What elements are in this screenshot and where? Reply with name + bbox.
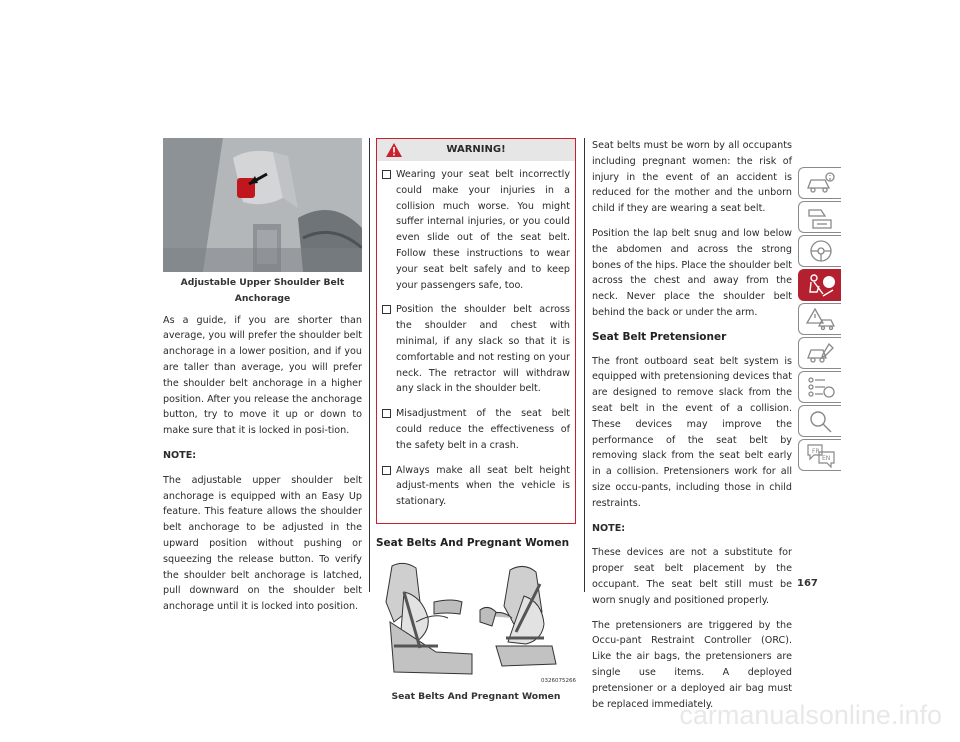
- warning-item-text: Position the shoulder belt across the shoulder and chest with minimal, if any slack so that it is comfortable and not resting on your neck. The retractor will withdraw any slack in the shoulder belt.: [396, 304, 570, 395]
- car-dashboard-icon: [805, 204, 837, 230]
- section-title: Seat Belt Pretensioner: [592, 330, 727, 343]
- pregnant-women-illustration: [376, 562, 576, 686]
- body-paragraph: The pretensioners are triggered by the Occu-pant Restraint Controller (ORC). Like the air bags, the pretensioners are single use items. A deployed pretensioner or a deployed air bag must be replaced immediately.: [592, 619, 792, 710]
- note-text: These devices are not a substitute for proper seat belt placement by the occupant. The seat belt still must be worn snugly and positioned properly.: [592, 547, 792, 606]
- body-paragraph: Position the lap belt snug and low below the abdomen and across the strong bones of the hips. Place the shoulder belt across the chest and away from the neck. Never place the shoulder belt behind the back or under the arm.: [592, 227, 792, 318]
- middle-column: [376, 138, 576, 711]
- warning-item: [382, 463, 570, 510]
- page-number: 167: [797, 578, 818, 589]
- specifications-list-icon: [805, 374, 837, 400]
- body-paragraph: The front outboard seat belt system is equipped with pretensioning devices that are designed to remove slack from the seat belt in the event of a collision. These devices may improve the performance of the seat belt by removing slack from the seat belt early in a collision. Pretensioners work for all size occu-pants, including those in child restraints.: [592, 355, 792, 509]
- warning-header: [377, 139, 575, 161]
- checkbox-bullet-icon: [382, 170, 391, 179]
- tab-car-dashboard[interactable]: [798, 201, 841, 233]
- warning-triangle-car-icon: [805, 306, 837, 332]
- note-label: NOTE:: [163, 449, 197, 461]
- warning-item: [382, 167, 570, 293]
- left-column: [163, 138, 362, 624]
- airbag-safety-icon: [805, 272, 837, 298]
- warning-item-text: Always make all seat belt height adjust-ments when the vehicle is stationary.: [396, 464, 570, 508]
- warning-list: [377, 161, 575, 523]
- body-paragraph: Seat belts must be worn by all occupants including pregnant women: the risk of injury in the event of an accident is reduced for the mother and the unborn child if they are wearing a seat belt.: [592, 140, 792, 215]
- tab-safety[interactable]: [798, 269, 841, 301]
- warning-item-text: Misadjustment of the seat belt could reduce the effectiveness of the safety belt in a crash.: [396, 408, 570, 451]
- body-paragraph: As a guide, if you are shorter than average, you will prefer the shoulder belt anchorage in a lower position, and if you are taller than average, you will prefer the shoulder belt anchorage in a higher position. After you release the anchorage button, try to move it up or down to make sure that it is locked in posi-tion.: [163, 314, 362, 437]
- column-divider: [369, 138, 370, 592]
- watermark: carmanualsonline.info: [679, 700, 942, 730]
- column-divider: [584, 138, 585, 592]
- note-label: NOTE:: [592, 522, 626, 534]
- figure-caption: Seat Belts And Pregnant Women: [391, 690, 561, 702]
- car-info-icon: [805, 170, 837, 196]
- warning-item-text: Wearing your seat belt incorrectly could make your injuries in a collision much worse. You might suffer internal injuries, or you could even slide out of the seat belt. Follow these instructions to wear your seat belt safely and to keep your passengers safe, too.: [396, 169, 570, 291]
- tab-car-info[interactable]: [798, 167, 841, 199]
- figure-caption: Adjustable Upper Shoulder Belt Anchorage: [180, 277, 345, 304]
- tab-specifications[interactable]: [798, 371, 841, 403]
- note-text: The adjustable upper shoulder belt anchorage is equipped with an Easy Up feature. This feature allows the shoulder belt anchorage to be adjusted in the upward position without pushing or squeezing the release button. To verify the shoulder belt anchorage is latched, pull downward on the shoulder belt anchorage until it is locked into position.: [163, 474, 362, 613]
- tab-service[interactable]: [798, 337, 841, 369]
- pregnant-seatbelt-drawing: [376, 562, 576, 686]
- steering-wheel-icon: [805, 238, 837, 264]
- section-title: Seat Belts And Pregnant Women: [376, 536, 570, 549]
- warning-item: [382, 302, 570, 397]
- checkbox-bullet-icon: [382, 305, 391, 314]
- car-service-icon: [805, 340, 837, 366]
- warning-item: [382, 406, 570, 453]
- tab-multimedia[interactable]: [798, 439, 841, 471]
- checkbox-bullet-icon: [382, 466, 391, 475]
- tab-index[interactable]: [798, 405, 841, 437]
- shoulder-belt-anchorage-photo: [163, 138, 362, 272]
- figure-code: 0326075266: [541, 677, 576, 684]
- tab-steering[interactable]: [798, 235, 841, 267]
- svg-text:EN: EN: [822, 455, 831, 462]
- right-column: [592, 138, 792, 721]
- warning-title: WARNING!: [446, 144, 506, 155]
- anchorage-illustration: [163, 138, 362, 272]
- warning-triangle-icon: [385, 142, 403, 158]
- multimedia-language-icon: [805, 442, 837, 468]
- checkbox-bullet-icon: [382, 409, 391, 418]
- svg-text:FR: FR: [812, 448, 820, 455]
- warning-box: [376, 138, 576, 524]
- magnifier-index-icon: [805, 408, 837, 434]
- tab-emergency[interactable]: [798, 303, 841, 335]
